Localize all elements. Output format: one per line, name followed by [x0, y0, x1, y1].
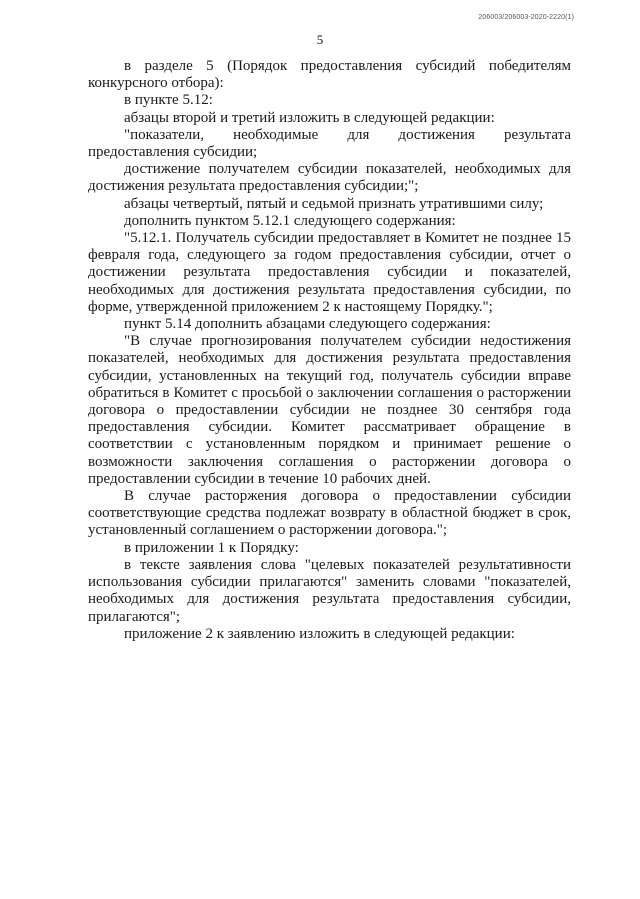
paragraph-void-abz: абзацы четвертый, пятый и седьмой признать утратившими силу;	[124, 195, 544, 212]
paragraph-termination: В случае расторжения договора о предоставлении субсидии соответствующие средства подлежат возврату в областной бюджет в срок, установленный соглашением о расторжении договора.";	[88, 488, 571, 539]
paragraph-quote-achievement: достижение получателем субсидии показателей, необходимых для достижения результата предоставления субсидии;";	[88, 161, 571, 195]
paragraph-item-5-14: пункт 5.14 дополнить абзацами следующего содержания:	[124, 316, 491, 333]
paragraph-amend-abz-2-3: абзацы второй и третий изложить в следующей редакции:	[124, 109, 495, 126]
paragraph-appendix-1: в приложении 1 к Порядку:	[124, 539, 299, 556]
paragraph-item-5-12: в пункте 5.12:	[124, 92, 213, 109]
paragraph-quote-forecast: "В случае прогнозирования получателем субсидии недостижения показателей, необходимых для достижения результата предоставления субсидии, установленных на текущий год, получатель субсидии вправе обратиться в Комитет с просьбой о заключении соглашения о расторжении договора о предоставлении субсидии не позднее 30 сентября года предоставления субсидии. Комитет рассматривает обращение в соответствии с установленным порядком и принимает решение о возможности заключения соглашения о расторжении договора о предоставлении субсидии в течение 10 рабочих дней.	[88, 333, 571, 487]
paragraph-quote-indicators: "показатели, необходимые для достижения результата предоставления субсидии;	[88, 126, 571, 161]
paragraph-quote-5-12-1: "5.12.1. Получатель субсидии предоставляет в Комитет не позднее 15 февраля года, следующего за годом предоставления субсидии, отчет о достижении результата предоставления субсидии и показателей, необходимых для достижения результата предоставления субсидии, по форме, утвержденной приложением 2 к настоящему Порядку.";	[88, 230, 571, 315]
document-code: 206003/206003-2020-2220(1)	[478, 14, 574, 21]
page-number: 5	[316, 32, 324, 47]
paragraph-add-5-12-1: дополнить пунктом 5.12.1 следующего содержания:	[124, 212, 456, 229]
paragraph-application-wording: в тексте заявления слова "целевых показателей результативности использования субсидии прилагаются" заменить словами "показателей, необходимых для достижения результата предоставления субсидии, прилагаются";	[88, 556, 571, 625]
paragraph-appendix-2: приложение 2 к заявлению изложить в следующей редакции:	[124, 625, 515, 642]
document-body	[88, 58, 571, 643]
paragraph-section-5: в разделе 5 (Порядок предоставления субсидий победителям конкурсного отбора):	[88, 58, 571, 92]
